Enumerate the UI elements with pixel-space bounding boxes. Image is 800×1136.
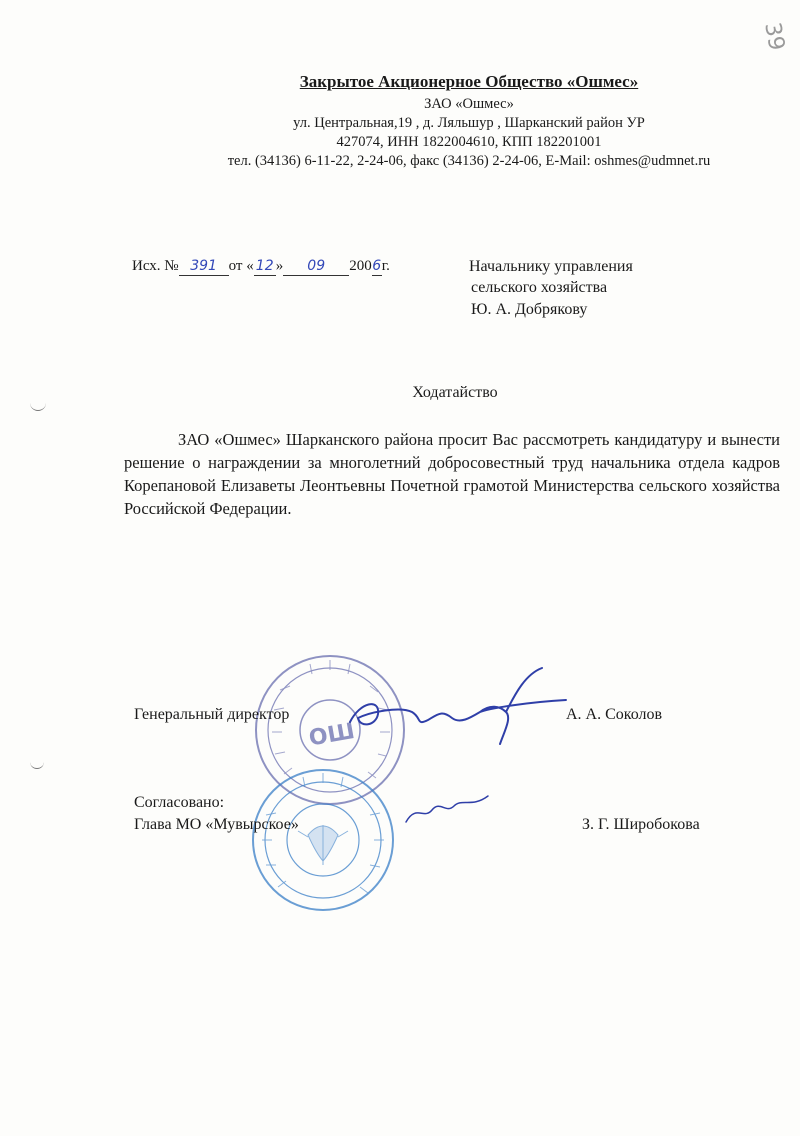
approval-position: Глава МО «Мувырское» — [134, 816, 299, 833]
svg-text:ОШ: ОШ — [307, 718, 357, 752]
municipal-stamp — [248, 765, 398, 915]
approval-name: З. Г. Широбокова — [582, 816, 700, 833]
addressee-line-2: сельского хозяйства — [471, 279, 608, 296]
margin-mark — [30, 400, 46, 411]
outgoing-year-suffix: 6 — [372, 258, 382, 274]
approval-label: Согласовано: — [134, 794, 225, 811]
director-name: А. А. Соколов — [566, 706, 663, 723]
approval-signature — [402, 792, 492, 832]
company-short-name: ЗАО «Ошмес» — [424, 96, 514, 112]
outgoing-month: 09 — [307, 258, 326, 274]
document-title: Ходатайство — [412, 384, 498, 401]
outgoing-from-label: от « — [228, 258, 254, 274]
outgoing-reference — [132, 258, 390, 276]
company-full-name: Закрытое Акционерное Общество «Ошмес» — [299, 72, 639, 91]
outgoing-number: 391 — [190, 258, 217, 274]
addressee-line-1: Начальнику управления — [469, 258, 633, 275]
document-body — [124, 428, 780, 520]
corner-note: 39 — [759, 20, 789, 53]
outgoing-month-sep: » — [275, 258, 284, 274]
director-signature — [330, 662, 570, 752]
company-address: ул. Центральная,19 , д. Ляльшур , Шарканский район УР — [293, 115, 645, 131]
addressee-line-3: Ю. А. Добрякову — [471, 301, 588, 318]
outgoing-year-prefix: 200 — [349, 258, 372, 274]
outgoing-day: 12 — [255, 258, 274, 274]
director-position: Генеральный директор — [134, 706, 290, 723]
outgoing-year-end: г. — [381, 258, 390, 274]
company-contacts: тел. (34136) 6-11-22, 2-24-06, факс (34136) 2-24-06, E-Mail: oshmes@udmnet.ru — [227, 153, 711, 169]
body-paragraph: ЗАО «Ошмес» Шарканского района просит Вас рассмотреть кандидатуру и вынести решение о награждении за многолетний добросовестный труд начальника отдела кадров Корепановой Елизаветы Леонтьевны Почетной грамотой Министерства сельского хозяйства Российской Федерации. — [124, 430, 780, 518]
company-codes: 427074, ИНН 1822004610, КПП 182201001 — [336, 134, 602, 150]
outgoing-prefix: Исх. № — [132, 258, 179, 274]
margin-mark — [30, 760, 44, 769]
